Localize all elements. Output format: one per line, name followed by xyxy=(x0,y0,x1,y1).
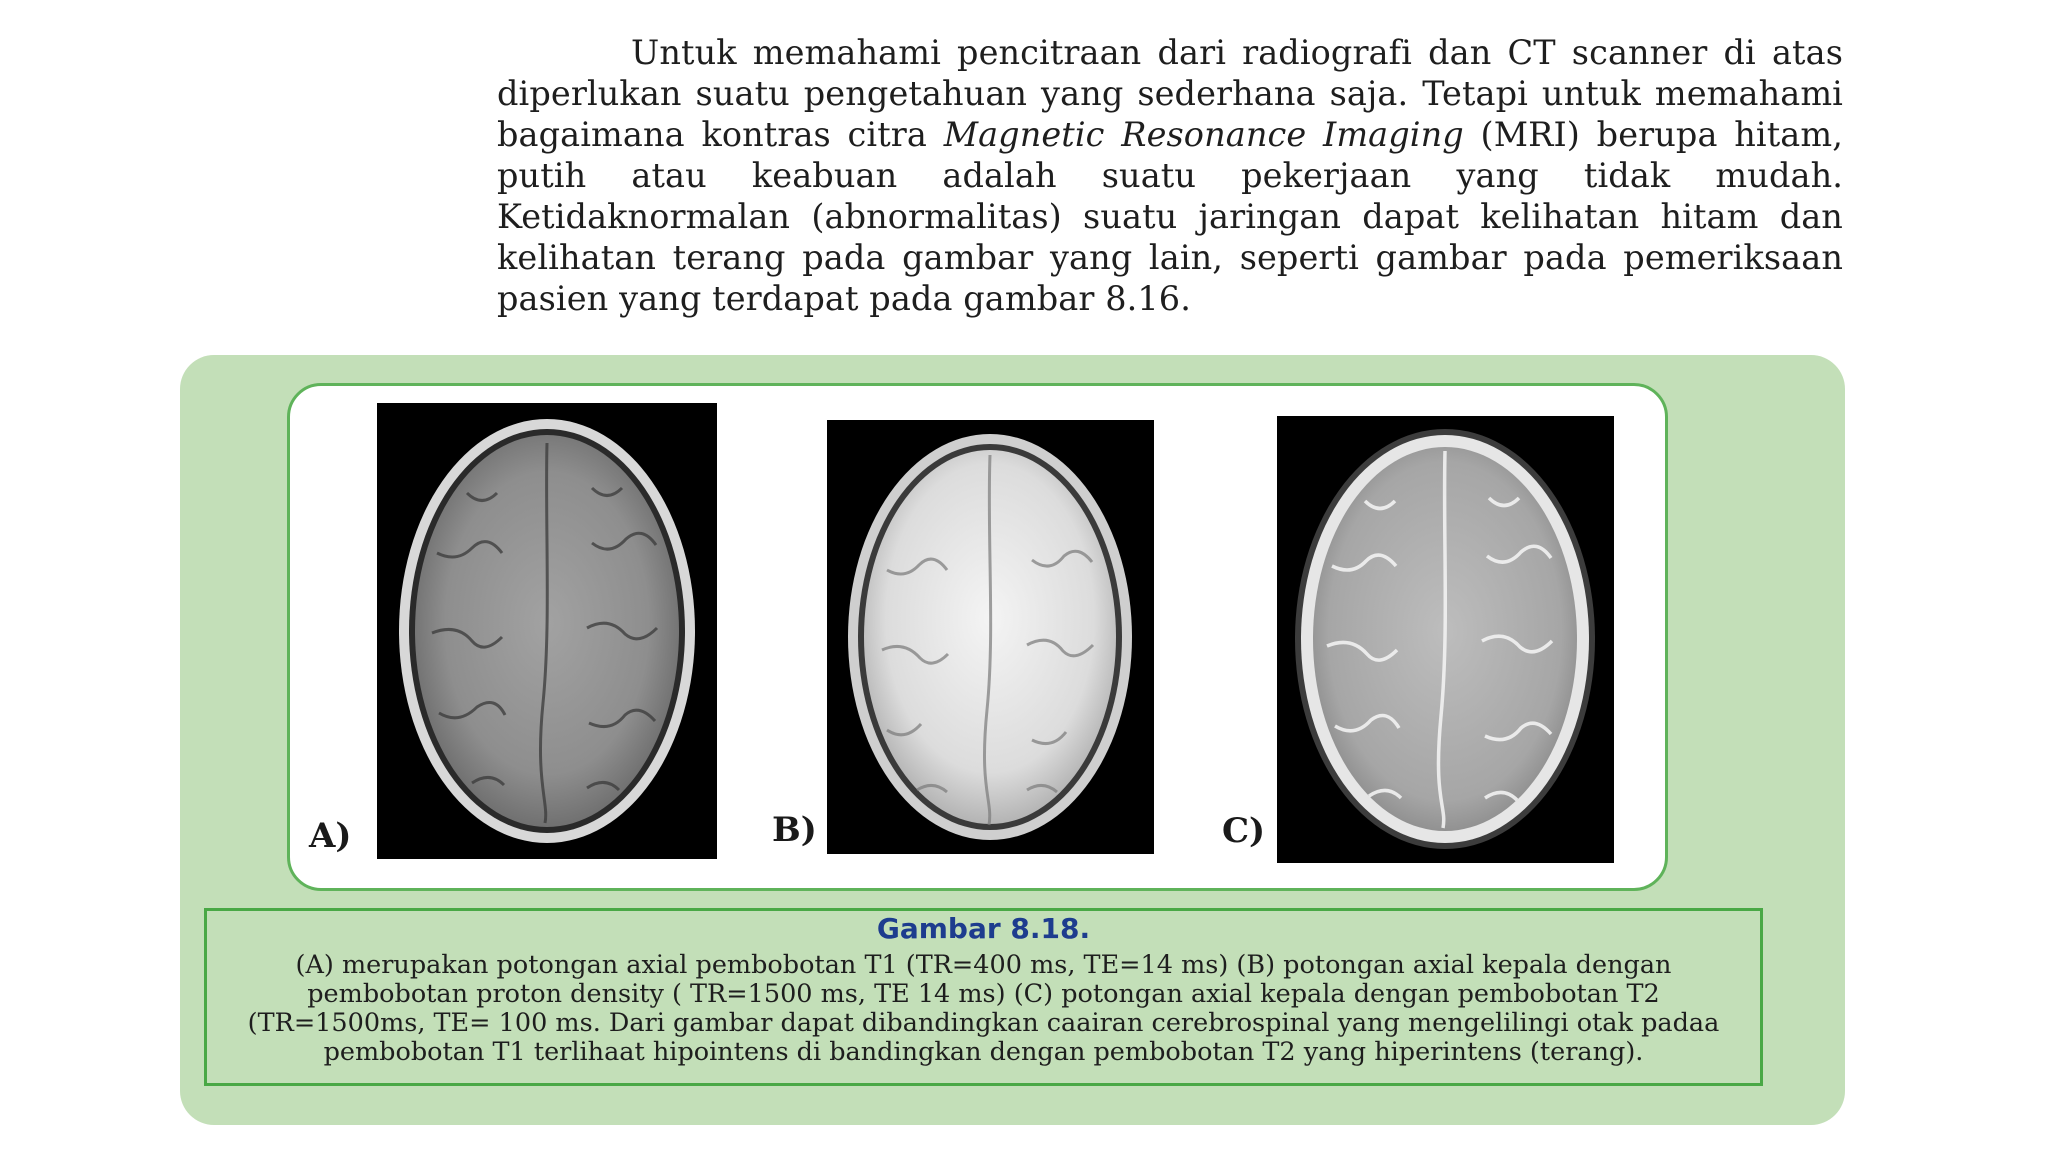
scan-label-c: C) xyxy=(1222,811,1266,851)
mri-scan-c xyxy=(1277,416,1614,863)
caption-text: (A) merupakan potongan axial pembobotan T1 (TR=400 ms, TE=14 ms) (B) potongan axial kepala dengan pembobotan proton density ( TR=1500 ms, TE 14 ms) (C) potongan axial kepala dengan pembobotan T2 (TR=1500ms, TE= 100 ms. Dari gambar dapat dibandingkan caairan cerebrospinal yang mengelilingi otak padaa pembobotan T1 terlihaat hipointens di bandingkan dengan pembobotan T2 yang hiperintens (terang). xyxy=(247,950,1720,1067)
image-frame xyxy=(287,383,1668,891)
figure-panel xyxy=(180,355,1845,1125)
intro-text-start: Untuk memahami pencitraan dari radiografi dan CT scanner di atas diperlukan suatu pengetahuan yang sederhana saja. Tetapi untuk memahami bagaimana kontras citra xyxy=(497,33,1843,154)
scan-label-b: B) xyxy=(772,810,817,850)
mri-scan-a xyxy=(377,403,717,859)
mri-scan-b xyxy=(827,420,1154,854)
caption-box xyxy=(204,908,1763,1086)
intro-paragraph xyxy=(497,32,1843,319)
intro-emphasis: Magnetic Resonance Imaging xyxy=(943,115,1464,154)
intro-text-end: (MRI) berupa hitam, putih atau keabuan adalah suatu pekerjaan yang tidak mudah. Ketidaknormalan (abnormalitas) suatu jaringan dapat kelihatan hitam dan kelihatan terang pada gambar yang lain, seperti gambar pada pemeriksaan pasien yang terdapat pada gambar 8.16. xyxy=(497,115,1843,318)
caption-title: Gambar 8.18. xyxy=(876,912,1091,945)
scan-label-a: A) xyxy=(309,816,352,856)
